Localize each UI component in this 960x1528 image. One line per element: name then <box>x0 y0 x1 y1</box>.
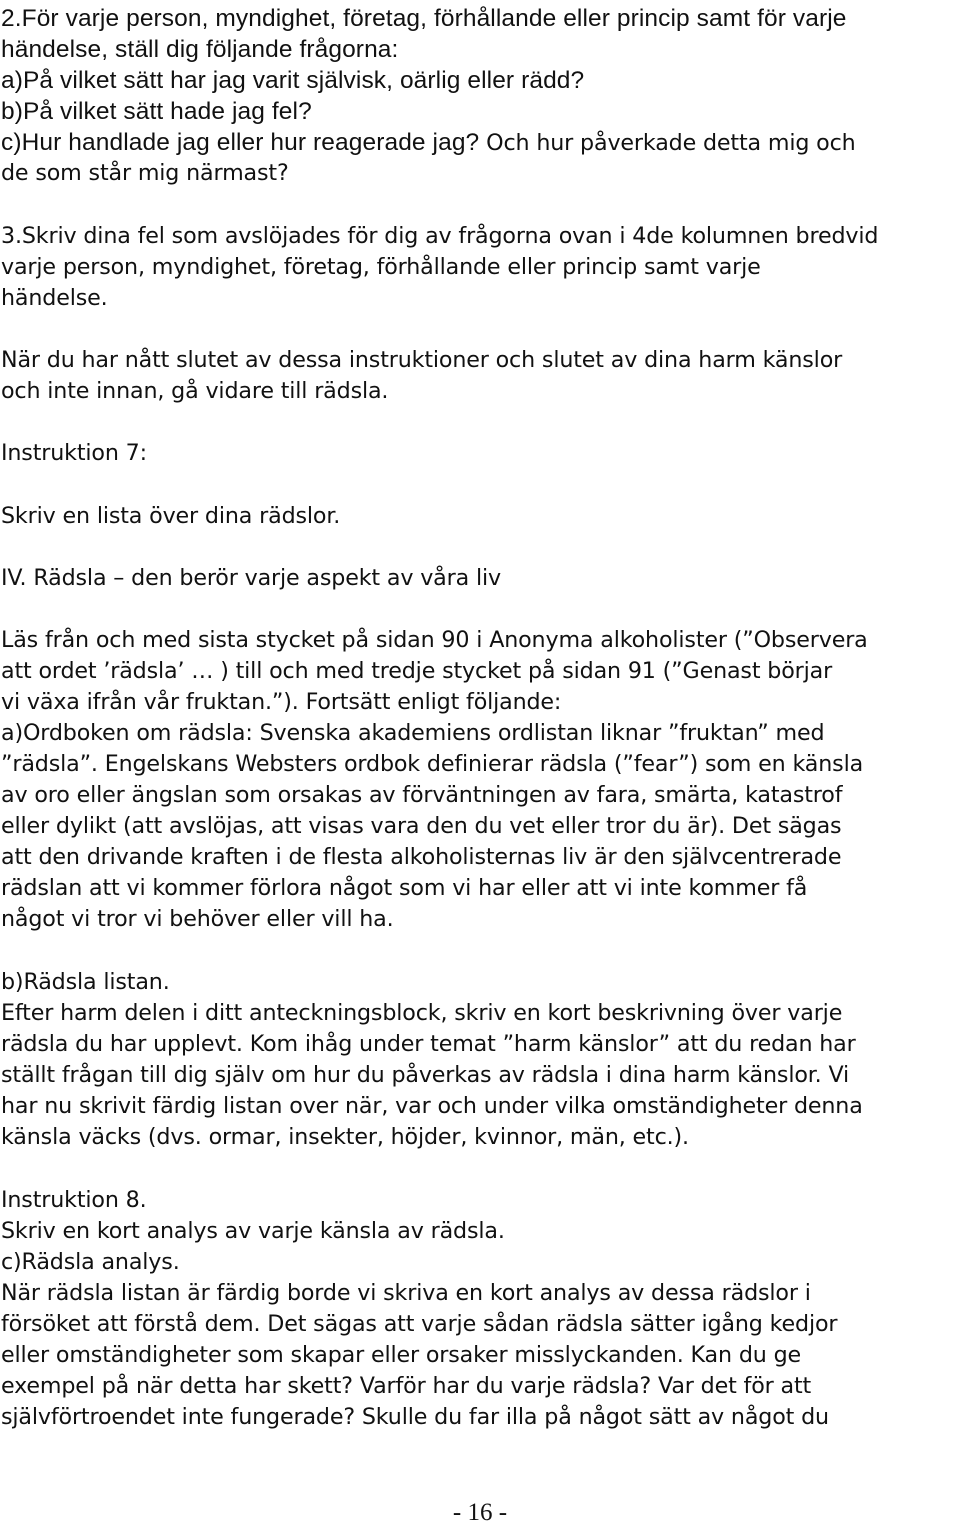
text-line: 2.För varje person, myndighet, företag, förhållande eller princip samt för varje <box>1 5 847 32</box>
text-line: a)Ordboken om rädsla: Svenska akademiens ordlistan liknar ”fruktan” med <box>1 720 825 746</box>
text-line: Skriv en kort analys av varje känsla av rädsla. <box>1 1218 505 1244</box>
text-line: När du har nått slutet av dessa instruktioner och slutet av dina harm känslor <box>1 347 843 373</box>
text-line-part: Och hur påverkade detta mig och <box>479 130 856 156</box>
text-line: rädsla du har upplevt. Kom ihåg under temat ”harm känslor” att du redan har <box>1 1031 856 1057</box>
text-line: eller dylikt (att avslöjas, att visas vara den du vet eller tror du är). Det sägas <box>1 813 842 839</box>
text-line: b)På vilket sätt hade jag fel? <box>1 98 312 125</box>
text-line: självförtroendet inte fungerade? Skulle du far illa på något sätt av något du <box>1 1404 829 1430</box>
text-line: 3.Skriv dina fel som avslöjades för dig av frågorna ovan i 4de kolumnen bredvid <box>1 223 879 249</box>
text-line: känsla väcks (dvs. ormar, insekter, höjder, kvinnor, män, etc.). <box>1 1124 689 1150</box>
text-line: a)På vilket sätt har jag varit självisk, oärlig eller rädd? <box>1 67 585 94</box>
text-line: de som står mig närmast? <box>1 160 289 186</box>
text-line: och inte innan, gå vidare till rädsla. <box>1 378 389 404</box>
page-number: - 16 - <box>452 1499 508 1526</box>
text-line: När rädsla listan är färdig borde vi skriva en kort analys av dessa rädslor i <box>1 1280 811 1306</box>
text-line: varje person, myndighet, företag, förhållande eller princip samt varje <box>1 254 761 280</box>
text-line: vi växa ifrån vår fruktan.”). Fortsätt enligt följande: <box>1 689 562 715</box>
text-line: Läs från och med sista stycket på sidan 90 i Anonyma alkoholister (”Observera <box>1 627 868 653</box>
subheading-radsla-analys: c)Rädsla analys. <box>1 1249 180 1275</box>
text-line-part: c)Hur handlade jag eller hur reagerade jag? <box>1 129 480 156</box>
text-line: ”rädsla”. Engelskans Websters ordbok definierar rädsla (”fear”) som en känsla <box>1 751 864 777</box>
text-line: ställt frågan till dig själv om hur du påverkas av rädsla i dina harm känslor. Vi <box>1 1062 850 1088</box>
subheading-radsla-listan: b)Rädsla listan. <box>1 969 170 995</box>
text-line: att ordet ’rädsla’ … ) till och med tredje stycket på sidan 91 (”Genast börjar <box>1 658 833 684</box>
text-line: av oro eller ängslan som orsakas av förväntningen av fara, smärta, katastrof <box>1 782 843 808</box>
heading-instruction-7: Instruktion 7: <box>1 440 147 466</box>
text-line: Skriv en lista över dina rädslor. <box>1 503 341 529</box>
text-line: händelse, ställ dig följande frågorna: <box>1 36 399 63</box>
heading-instruction-8: Instruktion 8. <box>1 1187 147 1213</box>
text-line: att den drivande kraften i de flesta alkoholisternas liv är den självcentrerade <box>1 844 842 870</box>
text-line: har nu skrivit färdig listan over när, var och under vilka omständigheter denna <box>1 1093 863 1119</box>
section-heading: IV. Rädsla – den berör varje aspekt av våra liv <box>1 565 501 591</box>
text-line <box>1 127 856 158</box>
text-line: händelse. <box>1 285 108 311</box>
text-line: exempel på när detta har skett? Varför har du varje rädsla? Var det för att <box>1 1373 812 1399</box>
text-line: försöket att förstå dem. Det sägas att varje sådan rädsla sätter igång kedjor <box>1 1311 838 1337</box>
text-line: rädslan att vi kommer förlora något som vi har eller att vi inte kommer få <box>1 875 808 901</box>
text-line: något vi tror vi behöver eller vill ha. <box>1 906 394 932</box>
text-line: Efter harm delen i ditt anteckningsblock, skriv en kort beskrivning över varje <box>1 1000 843 1026</box>
text-line: eller omständigheter som skapar eller orsaker misslyckanden. Kan du ge <box>1 1342 802 1368</box>
